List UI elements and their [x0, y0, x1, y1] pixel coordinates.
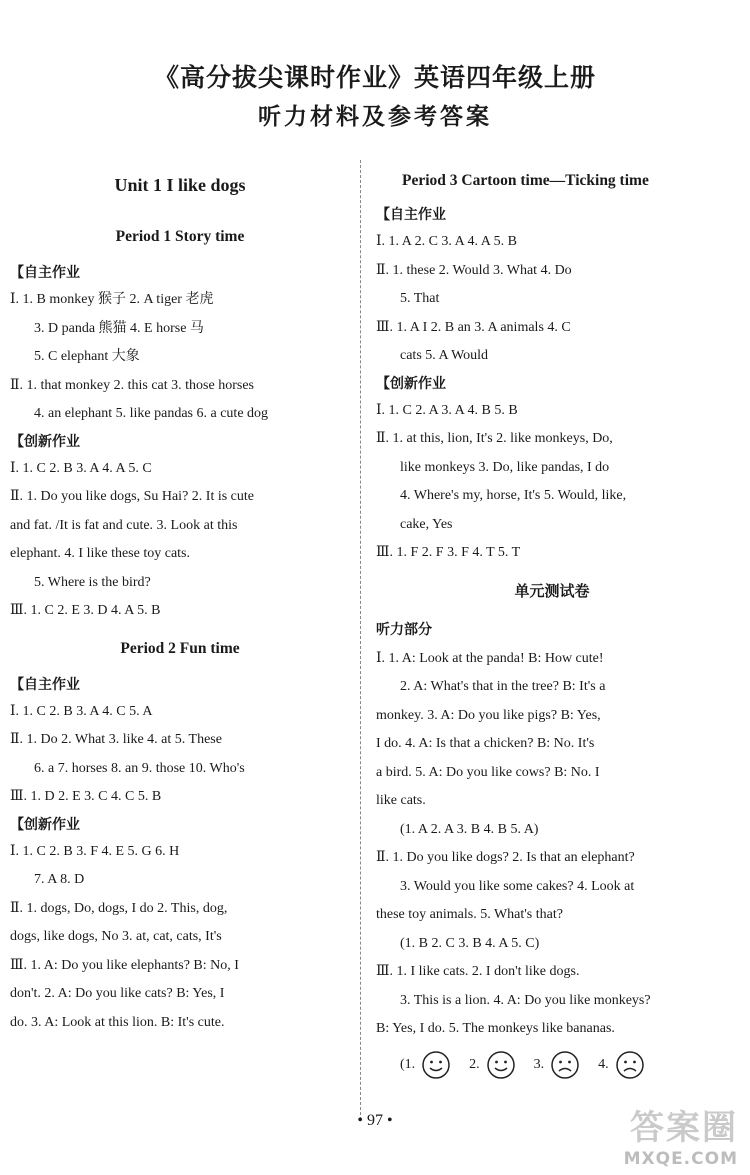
answer-line: (1. A 2. A 3. B 4. B 5. A) [400, 821, 539, 837]
answer-line: 7. A 8. D [34, 872, 85, 887]
right-column [376, 160, 728, 1080]
period-2-title: Period 2 Fun time [120, 639, 240, 657]
answer-line: dogs, like dogs, No 3. at, cat, cats, It's [10, 929, 222, 944]
face-label: (1. [400, 1056, 416, 1072]
left-column [10, 160, 350, 1037]
page-number: • 97 • [357, 1112, 393, 1129]
unit-test-title: 单元测试卷 [514, 581, 590, 600]
answer-line: Ⅰ. 1. A: Look at the panda! B: How cute! [376, 650, 604, 666]
face-label: 2. [469, 1056, 480, 1072]
answer-line: Ⅰ. 1. C 2. B 3. F 4. E 5. G 6. H [10, 843, 180, 859]
answer-line: Ⅲ. 1. A: Do you like elephants? B: No, I [10, 957, 239, 973]
period-3-title: Period 3 Cartoon time—Ticking time [402, 172, 649, 189]
sad-face-icon [550, 1050, 580, 1080]
answer-line: don't. 2. A: Do you like cats? B: Yes, I [10, 986, 225, 1001]
answer-line: and fat. /It is fat and cute. 3. Look at this [10, 517, 238, 533]
column-divider [360, 160, 361, 1120]
answer-line: like cats. [376, 793, 426, 808]
answer-line: cats 5. A Would [400, 348, 489, 363]
smiley-face-icon [486, 1050, 516, 1080]
answer-line: Ⅰ. 1. A 2. C 3. A 4. A 5. B [376, 234, 517, 249]
answer-line: B: Yes, I do. 5. The monkeys like bananas. [376, 1021, 615, 1036]
answer-line: Ⅱ. 1. Do you like dogs, Su Hai? 2. It is cute [10, 489, 254, 504]
answer-line: these toy animals. 5. What's that? [376, 907, 563, 922]
answer-line: Ⅲ. 1. I like cats. 2. I don't like dogs. [376, 964, 580, 979]
unit-title: Unit 1 I like dogs [114, 175, 246, 195]
answer-line: Ⅰ. 1. C 2. B 3. A 4. C 5. A [10, 703, 153, 719]
section-zizhu: 【自主作业 [10, 676, 80, 693]
faces-answer-row [376, 1050, 728, 1080]
watermark [624, 1100, 738, 1169]
answer-line: elephant. 4. I like these toy cats. [10, 546, 190, 561]
page-title: 《高分拔尖课时作业》英语四年级上册 [153, 65, 596, 92]
smiley-face-icon [421, 1050, 451, 1080]
sad-face-icon [615, 1050, 645, 1080]
answer-line: like monkeys 3. Do, like pandas, I do [400, 459, 610, 475]
answer-line: do. 3. A: Look at this lion. B: It's cute. [10, 1014, 225, 1030]
answer-line: 5. Where is the bird? [34, 574, 151, 590]
watermark-logo-text: 答案圈 [630, 1108, 738, 1148]
face-label: 3. [533, 1056, 545, 1072]
answer-line: (1. B 2. C 3. B 4. A 5. C) [400, 935, 540, 951]
answer-line: 6. a 7. horses 8. an 9. those 10. Who's [34, 760, 245, 776]
face-label: 4. [598, 1056, 609, 1072]
answer-line: cake, Yes [400, 516, 453, 532]
watermark-url: MXQE.COM [623, 1149, 738, 1169]
answer-line: monkey. 3. A: Do you like pigs? B: Yes, [376, 707, 601, 723]
answer-line: Ⅰ. 1. B monkey 猴子 2. A tiger 老虎 [10, 292, 214, 307]
answer-line: 3. This is a lion. 4. A: Do you like monkeys? [400, 992, 651, 1008]
answer-line: Ⅲ. 1. D 2. E 3. C 4. C 5. B [10, 789, 162, 804]
answer-line: Ⅱ. 1. that monkey 2. this cat 3. those horses [10, 377, 254, 393]
answer-line: Ⅲ. 1. A I 2. B an 3. A animals 4. C [376, 319, 571, 335]
section-zizhu: 【自主作业 [376, 207, 446, 223]
page-subtitle: 听力材料及参考答案 [258, 104, 492, 129]
answer-line: Ⅲ. 1. C 2. E 3. D 4. A 5. B [10, 603, 161, 618]
answer-line: Ⅱ. 1. at this, lion, It's 2. like monkeys, Do, [376, 431, 613, 446]
listening-heading: 听力部分 [376, 621, 432, 638]
answer-line: 4. Where's my, horse, It's 5. Would, like, [400, 488, 627, 503]
answer-line: 5. C elephant 大象 [34, 349, 140, 364]
answer-line: Ⅲ. 1. F 2. F 3. F 4. T 5. T [376, 545, 521, 560]
answer-line: a bird. 5. A: Do you like cows? B: No. I [376, 764, 600, 780]
answer-line: 3. D panda 熊猫 4. E horse 马 [34, 320, 204, 336]
answer-line: Ⅱ. 1. dogs, Do, dogs, I do 2. This, dog, [10, 900, 228, 916]
answer-line: I do. 4. A: Is that a chicken? B: No. It's [376, 736, 595, 751]
answer-line: 2. A: What's that in the tree? B: It's a [400, 679, 606, 694]
section-chuangxin: 【创新作业 [10, 816, 80, 833]
answer-line: Ⅰ. 1. C 2. B 3. A 4. A 5. C [10, 460, 152, 476]
answer-line: 3. Would you like some cakes? 4. Look at [400, 878, 635, 894]
period-1-title: Period 1 Story time [115, 228, 245, 245]
answer-line: Ⅱ. 1. these 2. Would 3. What 4. Do [376, 262, 572, 278]
answer-line: 4. an elephant 5. like pandas 6. a cute dog [34, 406, 269, 421]
section-chuangxin: 【创新作业 [10, 433, 80, 450]
answer-line: Ⅱ. 1. Do you like dogs? 2. Is that an elephant? [376, 850, 635, 865]
answer-line: Ⅰ. 1. C 2. A 3. A 4. B 5. B [376, 402, 518, 418]
section-chuangxin: 【创新作业 [376, 375, 446, 392]
answer-line: Ⅱ. 1. Do 2. What 3. like 4. at 5. These [10, 732, 222, 747]
answer-line: 5. That [400, 291, 440, 306]
section-zizhu: 【自主作业 [10, 265, 80, 281]
